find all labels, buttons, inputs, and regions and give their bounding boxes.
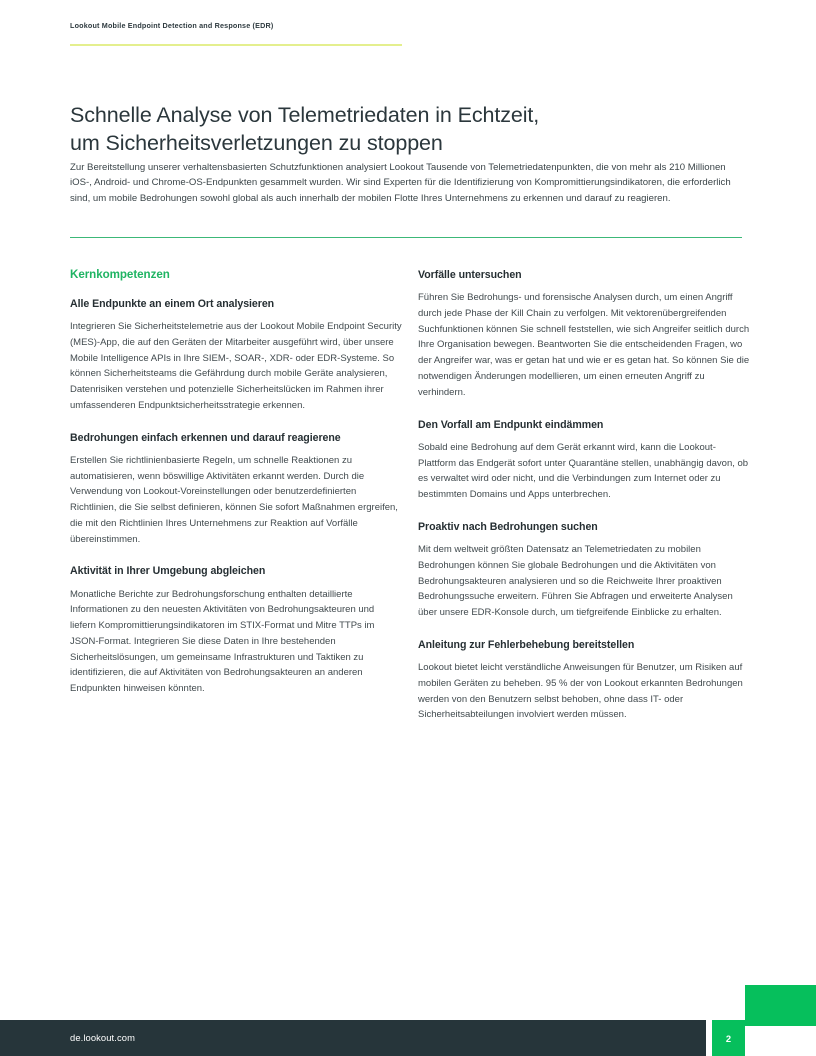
left-column-eyebrow: Kernkompetenzen	[70, 268, 170, 281]
feature-body: Lookout bietet leicht verständliche Anweisungen für Benutzer, um Risiken auf mobilen Geräten zu beheben. 95 % der von Lookout erkannten Bedrohungen werden von den Benutzern selbst behoben, ohne dass IT- oder Sicherheitsabteilungen involviert werden müssen.	[418, 662, 743, 721]
feature-block	[418, 638, 750, 723]
feature-block	[70, 431, 402, 548]
feature-block	[418, 520, 750, 621]
feature-heading: Alle Endpunkte an einem Ort analysieren	[70, 297, 275, 310]
feature-block	[418, 268, 750, 401]
footer-url[interactable]: de.lookout.com	[70, 1032, 135, 1043]
running-header-label: Lookout Mobile Endpoint Detection and Response (EDR)	[70, 21, 274, 30]
intro-paragraph: Zur Bereitstellung unserer verhaltensbasierten Schutzfunktionen analysiert Lookout Tausende von Telemetriedatenpunkten, die von mehr als 210 Millionen iOS-, Android- und Chrome-OS-Endpunkten gesammelt wurden. Wir sind Experten für die Identifizierung von Kompromittierungsindikatoren, die erforderlich sind, um mobile Bedrohungen sowohl global als auch innerhalb der mobilen Flotte Ihres Unternehmens zu erkennen und darauf zu reagieren.	[70, 161, 731, 204]
feature-body: Integrieren Sie Sicherheitstelemetrie aus der Lookout Mobile Endpoint Security (MES)-App, die auf den Geräten der Mitarbeiter ausgeführt wird, über unsere Mobile Intelligence APIs in Ihre SIEM-, SOAR-, XDR- oder EDR-Systeme. So können Sicherheitsteams die Gefährdung durch mobile Geräte analysieren, Datenrisiken verstehen und potenzielle Sicherheitslücken im Rahmen ihrer umfassenderen Endpunktsicherheitsstrategie erkennen.	[70, 321, 402, 411]
feature-block	[418, 418, 750, 503]
feature-heading: Anleitung zur Fehlerbehebung bereitstellen	[418, 638, 635, 651]
feature-body: Führen Sie Bedrohungs- und forensische Analysen durch, um einen Angriff durch jede Phase der Kill Chain zu verfolgen. Mit vektorenübergreifenden Suchfunktionen können Sie schnell feststellen, wie sich Angreifer seitlich durch Ihre Organisation bewegen. Beantworten Sie die entscheidenden Fragen, wo der Angreifer war, was er getan hat und wie er es getan hat. So können Sie die notwendigen Änderungen modellieren, um einen erneuten Angriff zu verhindern.	[418, 292, 750, 398]
feature-heading: Proaktiv nach Bedrohungen suchen	[418, 520, 598, 533]
page-title-line-2: um Sicherheitsverletzungen zu stoppen	[70, 130, 443, 155]
feature-block	[70, 297, 402, 414]
header-rule	[70, 44, 402, 46]
page-title	[70, 102, 760, 157]
feature-heading: Vorfälle untersuchen	[418, 269, 522, 281]
feature-body: Erstellen Sie richtlinienbasierte Regeln, um schnelle Reaktionen zu automatisieren, wenn böswillige Aktivitäten erkannt werden. Durch die Verwendung von Lookout-Voreinstellungen oder benutzerdefinierten Richtlinien, die Sie selbst definieren, können Sie sofort Maßnahmen ergreifen, die mit den Richtlinien Ihres Unternehmens zur Reaktion auf Vorfälle übereinstimmen.	[70, 454, 398, 545]
feature-body: Mit dem weltweit größten Datensatz an Telemetriedaten zu mobilen Bedrohungen können Sie globale Bedrohungen und die Aktivitäten von Bedrohungsakteuren analysieren und so die Reichweite Ihrer proaktiven Bedrohungssuche erweitern. Führen Sie Abfragen und erweiterte Analysen über unsere EDR-Konsole durch, um tiefgreifende Einblicke zu erhalten.	[418, 543, 733, 619]
feature-block	[70, 564, 402, 697]
running-header	[70, 22, 402, 31]
feature-heading: Den Vorfall am Endpunkt eindämmen	[418, 418, 604, 431]
feature-body: Sobald eine Bedrohung auf dem Gerät erkannt wird, kann die Lookout-Plattform das Endgerät sofort unter Quarantäne stellen, unabhängig davon, ob es verwaltet wird oder nicht, und die Verbindungen zum Internet oder zu bestimmten Domains und Apps unterbrechen.	[418, 441, 749, 501]
feature-heading: Aktivität in Ihrer Umgebung abgleichen	[70, 565, 266, 578]
feature-body: Monatliche Berichte zur Bedrohungsforschung enthalten detaillierte Informationen zu den neuesten Aktivitäten von Bedrohungsakteuren und liefern Kompromittierungsindikatoren im STIX-Format und Mitre TTPs im JSON-Format. Integrieren Sie diese Daten in Ihre bestehenden Sicherheitslösungen, um gemeinsame Infrastrukturen und Taktiken zu identifizieren, die auf Aktivitäten von Bedrohungsakteuren an anderen Endpunkten hinweisen könnten.	[70, 588, 375, 695]
footer-accent-block	[745, 985, 816, 1026]
section-divider	[70, 237, 742, 238]
left-column	[70, 268, 402, 697]
footer-page-number: 2	[725, 1032, 732, 1044]
page-title-line-1: Schnelle Analyse von Telemetriedaten in Echtzeit,	[70, 103, 540, 128]
feature-heading: Bedrohungen einfach erkennen und darauf reagierene	[70, 431, 341, 444]
right-column	[418, 268, 750, 723]
